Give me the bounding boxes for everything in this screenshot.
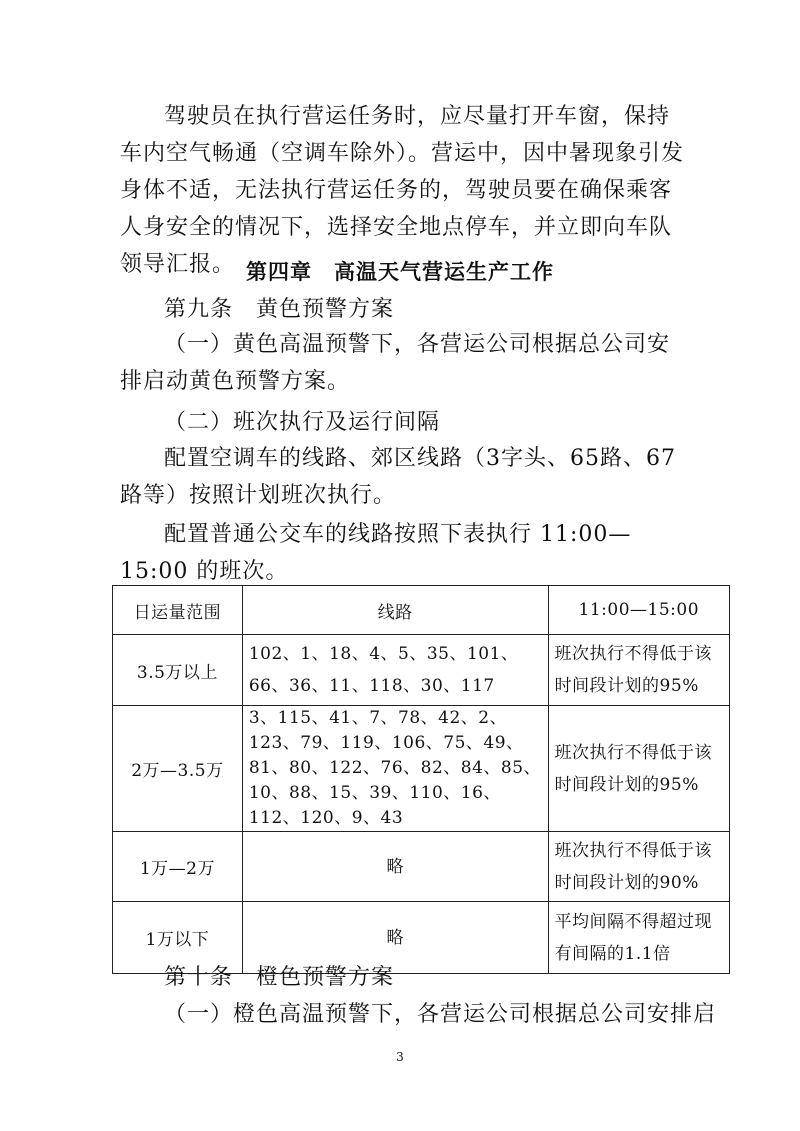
cell-routes: 略 bbox=[242, 902, 548, 974]
table-header-row bbox=[113, 586, 730, 635]
cell-rule: 平均间隔不得超过现有间隔的1.1倍 bbox=[548, 902, 729, 974]
cell-range: 1万—2万 bbox=[113, 832, 243, 902]
table-row bbox=[113, 635, 730, 706]
cell-range: 2万—3.5万 bbox=[113, 706, 243, 832]
page-number: 3 bbox=[396, 1050, 404, 1064]
article-9-item-2: （二）班次执行及运行间隔 bbox=[164, 410, 441, 435]
article-9-aircon-routes: 配置空调车的线路、郊区线路（3字头、65路、67路等）按照计划班次执行。 bbox=[120, 446, 676, 508]
article-10-item-1: （一）橙色高温预警下，各营运公司根据总公司安排启 bbox=[164, 1002, 717, 1027]
article-10-title: 第十条 橙色预警方案 bbox=[164, 965, 395, 990]
cell-rule: 班次执行不得低于该时间段计划的90% bbox=[548, 832, 729, 902]
header-routes: 线路 bbox=[242, 586, 548, 635]
paragraph-driver-guidance: 驾驶员在执行营运任务时，应尽量打开车窗，保持车内空气畅通（空调车除外）。营运中，因中暑现象引发身体不适，无法执行营运任务的，驾驶员要在确保乘客人身安全的情况下，选择安全地点停车，并立即向车队领导汇报。 bbox=[120, 104, 685, 277]
table-row bbox=[113, 706, 730, 832]
schedule-table bbox=[112, 585, 730, 974]
article-9-item-1: （一）黄色高温预警下，各营运公司根据总公司安排启动黄色预警方案。 bbox=[120, 332, 671, 394]
cell-rule: 班次执行不得低于该时间段计划的95% bbox=[548, 706, 729, 832]
cell-routes: 102、1、18、4、5、35、101、66、36、11、118、30、117 bbox=[242, 635, 548, 706]
header-time: 11:00—15:00 bbox=[548, 586, 729, 635]
table-row bbox=[113, 832, 730, 902]
cell-rule: 班次执行不得低于该时间段计划的95% bbox=[548, 635, 729, 706]
article-9-regular-routes: 配置普通公交车的线路按照下表执行 11:00—15:00 的班次。 bbox=[120, 522, 632, 584]
header-range: 日运量范围 bbox=[113, 586, 243, 635]
chapter-title: 第四章 高温天气营运生产工作 bbox=[246, 260, 554, 284]
cell-routes: 略 bbox=[242, 832, 548, 902]
cell-routes: 3、115、41、7、78、42、2、123、79、119、106、75、49、81、80、122、76、82、84、85、10、88、15、39、110、16、112、120、9、43 bbox=[242, 706, 548, 832]
article-9-title: 第九条 黄色预警方案 bbox=[164, 297, 395, 322]
cell-range: 3.5万以上 bbox=[113, 635, 243, 706]
cell-range: 1万以下 bbox=[113, 902, 243, 974]
